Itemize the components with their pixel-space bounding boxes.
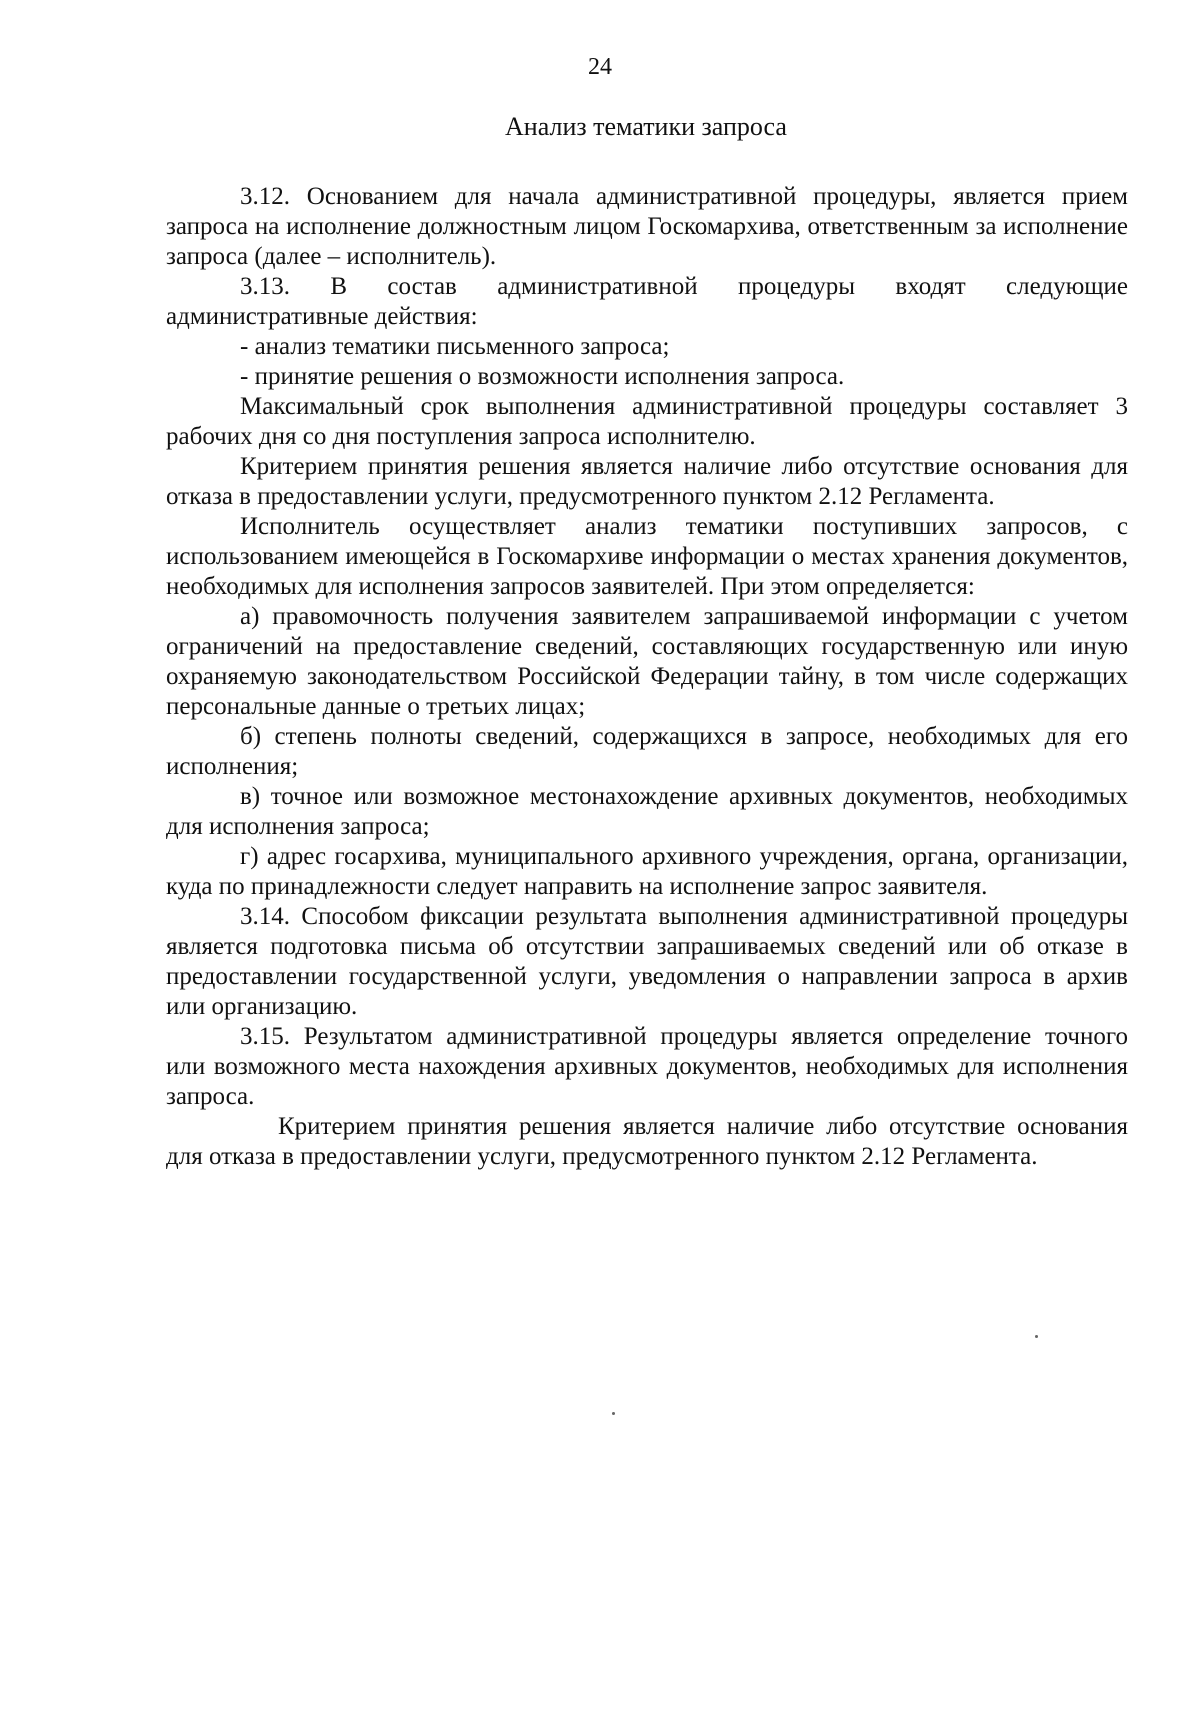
list-item-a: а) правомочность получения заявителем запрашиваемой информации с учетом ограничений на предоставление сведений, составляющих государственную или иную охраняемую законодательством Российской Федерации тайну, в том числе содержащих персональные данные о третьих лицах;	[166, 603, 1128, 720]
document-body	[166, 182, 1128, 1172]
page-number: 24	[588, 54, 612, 80]
scan-speck	[1035, 1335, 1038, 1338]
scan-speck	[612, 1412, 615, 1415]
list-item-g: г) адрес госархива, муниципального архивного учреждения, органа, организации, куда по принадлежности следует направить на исполнение запрос заявителя.	[166, 843, 1128, 900]
list-item-b: б) степень полноты сведений, содержащихся в запросе, необходимых для его исполнения;	[166, 723, 1128, 780]
paragraph-3-14: 3.14. Способом фиксации результата выполнения административной процедуры является подготовка письма об отсутствии запрашиваемых сведений или об отказе в предоставлении государственной услуги, уведомления о направлении запроса в архив или организацию.	[166, 903, 1128, 1020]
list-item-analysis: - анализ тематики письменного запроса;	[240, 333, 670, 360]
paragraph-criterion-final: Критерием принятия решения является наличие либо отсутствие основания для отказа в предоставлении услуги, предусмотренного пунктом 2.12 Регламента.	[166, 1113, 1128, 1170]
list-item-v: в) точное или возможное местонахождение архивных документов, необходимых для исполнения запроса;	[166, 783, 1128, 840]
paragraph-3-13: 3.13. В состав административной процедуры входят следующие административные действия:	[166, 273, 1128, 330]
list-item-decision: - принятие решения о возможности исполнения запроса.	[240, 363, 845, 390]
paragraph-3-15: 3.15. Результатом административной процедуры является определение точного или возможного места нахождения архивных документов, необходимых для исполнения запроса.	[166, 1023, 1128, 1110]
paragraph-criterion: Критерием принятия решения является наличие либо отсутствие основания для отказа в предоставлении услуги, предусмотренного пунктом 2.12 Регламента.	[166, 453, 1128, 510]
paragraph-3-12: 3.12. Основанием для начала административной процедуры, является прием запроса на исполнение должностным лицом Госкомархива, ответственным за исполнение запроса (далее – исполнитель).	[166, 183, 1128, 270]
section-heading: Анализ тематики запроса	[505, 112, 787, 141]
paragraph-executor-analysis: Исполнитель осуществляет анализ тематики поступивших запросов, с использованием имеющейся в Госкомархиве информации о местах хранения документов, необходимых для исполнения запросов заявителей. При этом определяется:	[166, 513, 1128, 600]
paragraph-max-term: Максимальный срок выполнения административной процедуры составляет 3 рабочих дня со дня поступления запроса исполнителю.	[166, 393, 1128, 450]
